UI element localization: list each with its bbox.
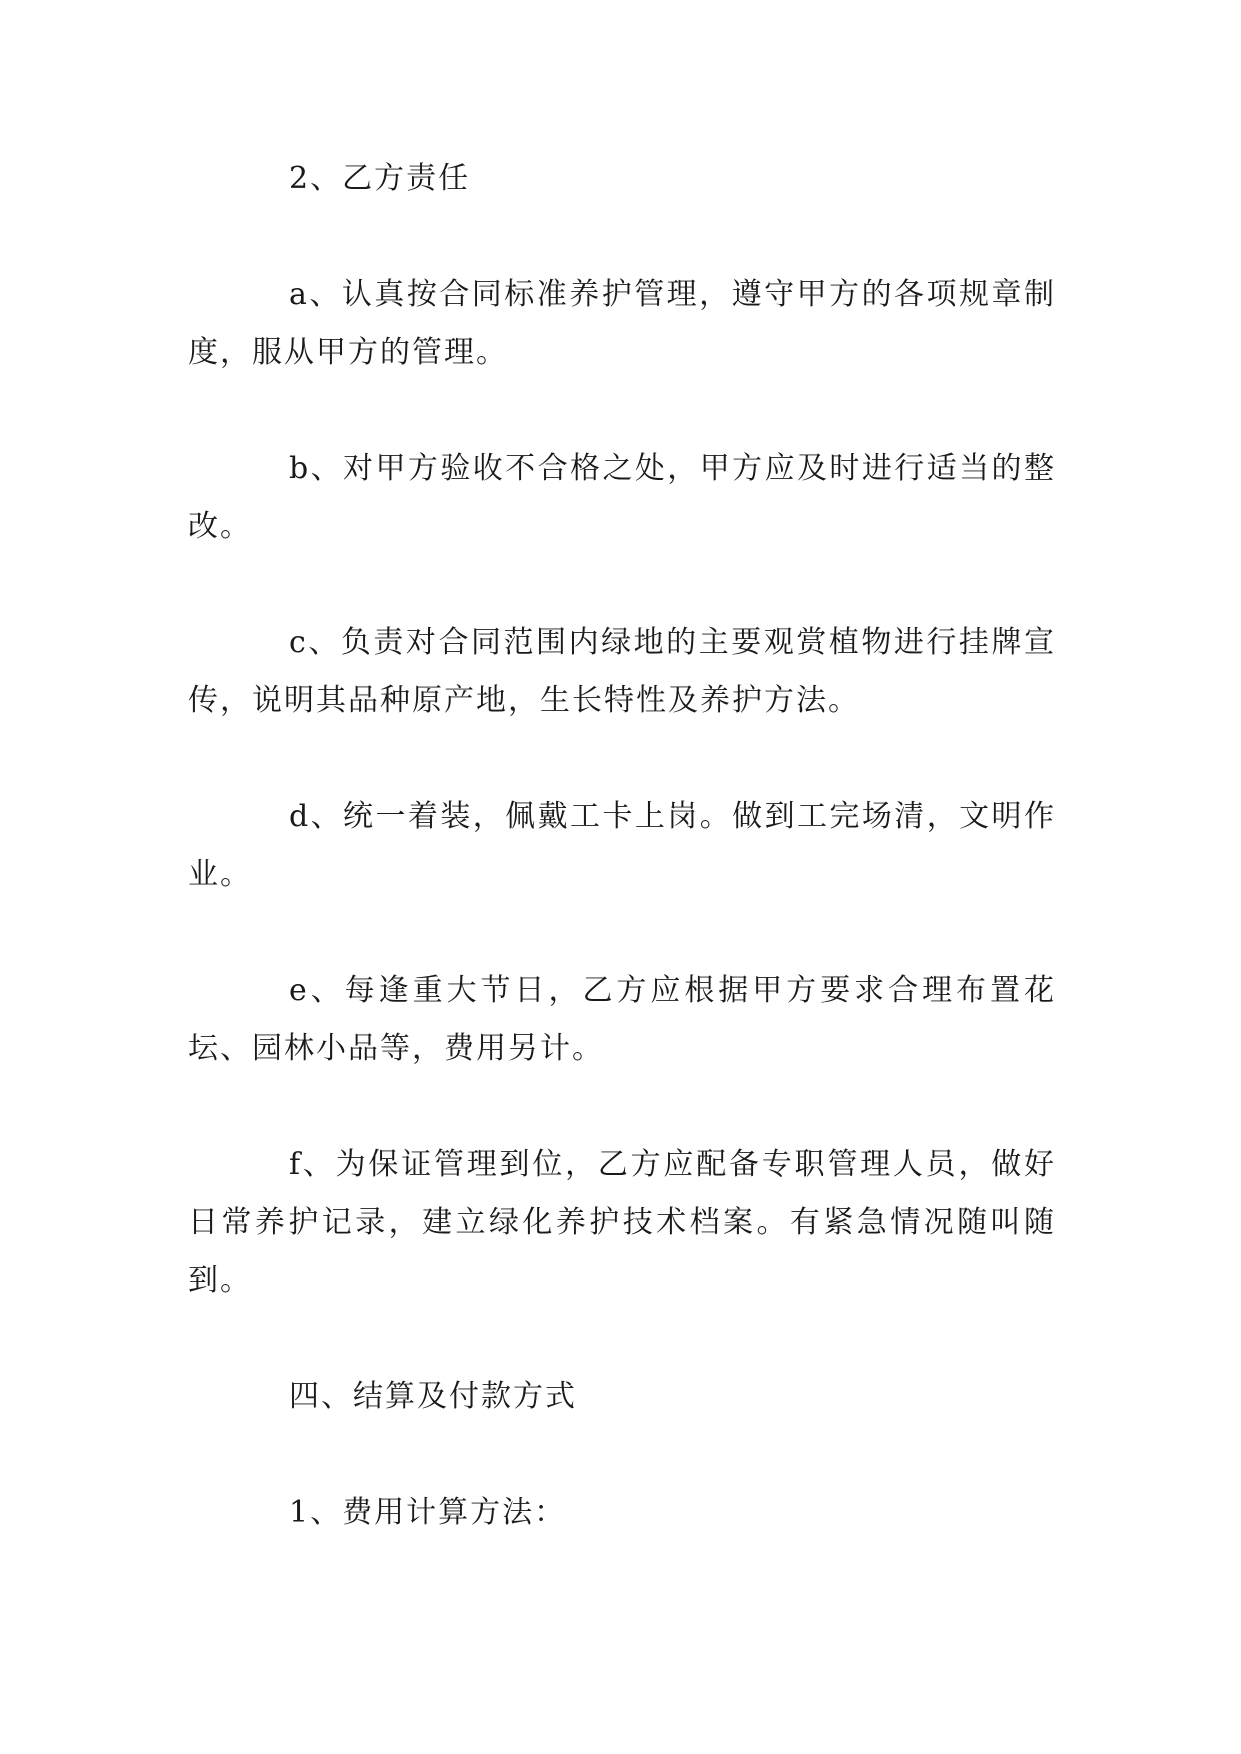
clause-b: b、对甲方验收不合格之处，甲方应及时进行适当的整改。 [188, 451, 1056, 544]
section-heading-settlement-payment: 四、结算及付款方式 [289, 1379, 577, 1414]
clause-c: c、负责对合同范围内绿地的主要观赏植物进行挂牌宣传，说明其品种原产地，生长特性及养护方法。 [188, 625, 1056, 718]
clause-d: d、统一着装，佩戴工卡上岗。做到工完场清，文明作业。 [188, 799, 1056, 892]
section-heading-party-b-responsibilities: 2、乙方责任 [289, 161, 471, 196]
document-body [188, 150, 1056, 1600]
clause-a: a、认真按合同标准养护管理，遵守甲方的各项规章制度，服从甲方的管理。 [188, 277, 1056, 370]
subsection-fee-calculation: 1、费用计算方法： [289, 1495, 567, 1530]
clause-f: f、为保证管理到位，乙方应配备专职管理人员，做好日常养护记录，建立绿化养护技术档案。有紧急情况随叫随到。 [188, 1147, 1056, 1298]
clause-e: e、每逢重大节日，乙方应根据甲方要求合理布置花坛、园林小品等，费用另计。 [188, 973, 1056, 1066]
